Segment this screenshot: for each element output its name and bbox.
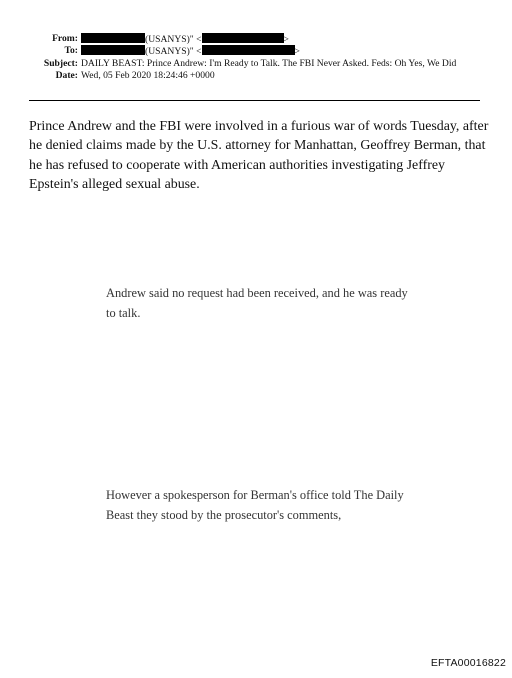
to-label: To: bbox=[64, 45, 78, 57]
header-divider bbox=[29, 100, 480, 101]
from-value bbox=[81, 33, 289, 46]
redaction-block bbox=[81, 45, 145, 55]
date-value: Wed, 05 Feb 2020 18:24:46 +0000 bbox=[81, 70, 215, 82]
redaction-block bbox=[81, 33, 145, 43]
from-row bbox=[0, 33, 512, 45]
to-value bbox=[81, 45, 300, 58]
redaction-block bbox=[202, 33, 284, 43]
subject-label: Subject: bbox=[43, 57, 78, 69]
quote-paragraph-2: However a spokesperson for Berman's office told The Daily Beast they stood by the prosecutor's comments, bbox=[106, 488, 404, 522]
subject-value: DAILY BEAST: Prince Andrew: I'm Ready to Talk. The FBI Never Asked. Feds: Oh Yes, We Did bbox=[81, 57, 457, 69]
redaction-block bbox=[202, 45, 295, 55]
email-header bbox=[0, 33, 512, 83]
lead-paragraph: Prince Andrew and the FBI were involved in a furious war of words Tuesday, after he denied claims made by the U.S. attorney for Manhattan, Geoffrey Berman, that he has refused to cooperate with American authorities investigating Jeffrey Epstein's alleged sexual abuse. bbox=[29, 119, 489, 193]
from-name-suffix: (USANYS)" < bbox=[145, 34, 202, 45]
from-label: From: bbox=[52, 33, 78, 44]
to-row bbox=[0, 45, 512, 57]
to-close: > bbox=[294, 46, 300, 58]
bates-number: EFTA00016822 bbox=[430, 657, 506, 669]
date-label: Date: bbox=[55, 70, 78, 82]
to-name-suffix: (USANYS)" < bbox=[145, 46, 202, 58]
date-row bbox=[0, 70, 512, 82]
from-close: > bbox=[283, 34, 289, 45]
subject-row bbox=[0, 58, 512, 70]
quote-paragraph-1: Andrew said no request had been received, and he was ready to talk. bbox=[106, 286, 408, 320]
